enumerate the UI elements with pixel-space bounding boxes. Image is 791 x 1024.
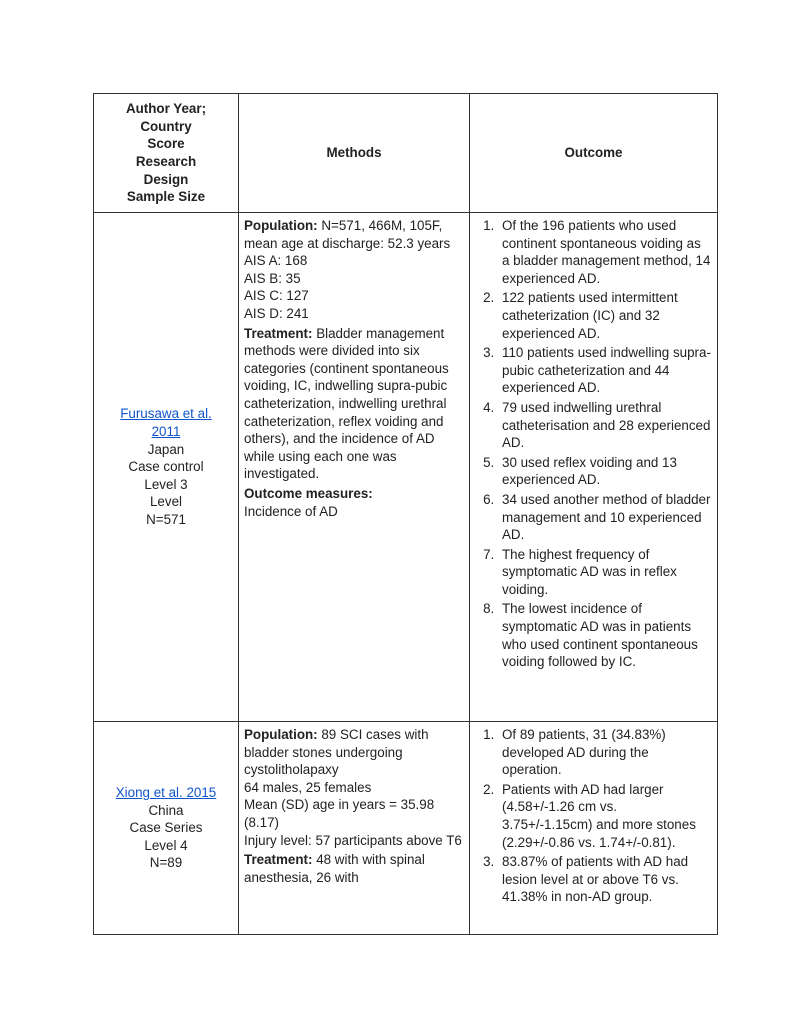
outcome-item: 3. 83.87% of patients with AD had lesion level at or above T6 vs. 41.38% in non-AD group. (498, 853, 711, 906)
outcome-item: 1. Of 89 patients, 31 (34.83%) developed AD during the operation. (498, 726, 711, 779)
study-country: China (148, 802, 184, 818)
header-line: Country (140, 118, 192, 134)
study-level: Level 4 (144, 837, 188, 853)
outcome-measures-text: Incidence of AD (244, 503, 338, 519)
outcome-list (474, 217, 711, 671)
population-text: 89 SCI cases with bladder stones undergoing cystolitholapaxy (244, 727, 429, 778)
outcome-list (474, 726, 711, 906)
study-level: Level 3 (144, 476, 188, 492)
outcome-item: 3. 110 patients used indwelling supra-pubic catheterization and 44 experienced AD. (498, 344, 711, 397)
outcome-item: 8. The lowest incidence of symptomatic AD was in patients who used continent spontaneous voiding followed by IC. (498, 600, 711, 670)
methods-line: AIS A: 168 (244, 253, 308, 269)
population-label: Population: (244, 727, 318, 742)
study-country: Japan (147, 441, 185, 457)
treatment-text: 48 with with spinal anesthesia, 26 with (244, 852, 425, 885)
header-study-details (94, 94, 239, 213)
study-design: Case control (128, 459, 204, 475)
outcome-cell (470, 722, 718, 935)
outcome-item: 6. 34 used another method of bladder management and 10 experienced AD. (498, 491, 711, 544)
header-line: Author Year; (125, 101, 207, 117)
outcome-measures-label: Outcome measures: (244, 485, 373, 501)
study-citation-link[interactable] (94, 405, 238, 440)
methods-line: AIS D: 241 (244, 305, 309, 321)
treatment-text: Bladder management methods were divided into six categories (continent spontaneous voiding, IC, indwelling supra-pubic catheterization, indwelling urethral catheterization, reflex voiding and others), and the incidence of AD while using each one was investigated. (244, 325, 449, 482)
population-label: Population: (244, 218, 318, 233)
methods-line: 64 males, 25 females (244, 779, 372, 795)
table-row (94, 722, 718, 935)
header-line: Sample Size (126, 189, 206, 205)
study-cell (94, 722, 239, 935)
methods-line: Mean (SD) age in years = 35.98 (8.17) (244, 797, 435, 830)
study-level-label: Level (149, 494, 182, 510)
citation-line[interactable]: Furusawa et al. (120, 406, 212, 422)
treatment-paragraph (244, 851, 465, 886)
study-sample-size: N=571 (146, 511, 186, 527)
outcome-item: 5. 30 used reflex voiding and 13 experienced AD. (498, 454, 711, 489)
methods-line: AIS B: 35 (244, 270, 301, 286)
outcome-item: 4. 79 used indwelling urethral catheterisation and 28 experienced AD. (498, 399, 711, 452)
study-sample-size: N=89 (149, 855, 183, 871)
outcome-cell (470, 213, 718, 722)
header-outcome: Outcome (470, 94, 718, 213)
outcome-item: 1. Of the 196 patients who used continent spontaneous voiding as a bladder management method, 14 experienced AD. (498, 217, 711, 287)
outcome-item: 2. 122 patients used intermittent catheterization (IC) and 32 experienced AD. (498, 289, 711, 342)
header-methods: Methods (239, 94, 470, 213)
methods-line: AIS C: 127 (244, 288, 309, 304)
study-citation-link[interactable]: Xiong et al. 2015 (115, 785, 217, 801)
study-cell (94, 213, 239, 722)
header-line: Score (147, 136, 185, 152)
treatment-label: Treatment: (244, 852, 313, 868)
population-paragraph (244, 217, 465, 252)
treatment-paragraph (244, 325, 465, 483)
methods-cell (239, 722, 470, 935)
table-row (94, 213, 718, 722)
table-header-row (94, 94, 718, 213)
methods-line: Injury level: 57 participants above T6 (244, 832, 462, 848)
methods-cell (239, 213, 470, 722)
outcome-item: 2. Patients with AD had larger (4.58+/-1.26 cm vs. 3.75+/-1.15cm) and more stones (2.29+/-0.86 vs. 1.74+/-0.81). (498, 781, 711, 851)
study-design: Case Series (129, 820, 203, 836)
header-line: Design (143, 171, 189, 187)
outcome-item: 7. The highest frequency of symptomatic AD was in reflex voiding. (498, 546, 711, 599)
citation-line[interactable]: 2011 (151, 424, 181, 440)
header-line: Research (135, 154, 197, 169)
evidence-table (93, 93, 718, 935)
population-text: N=571, 466M, 105F, mean age at discharge: 52.3 years (244, 218, 451, 251)
population-paragraph (244, 726, 465, 779)
treatment-label: Treatment: (244, 325, 313, 341)
